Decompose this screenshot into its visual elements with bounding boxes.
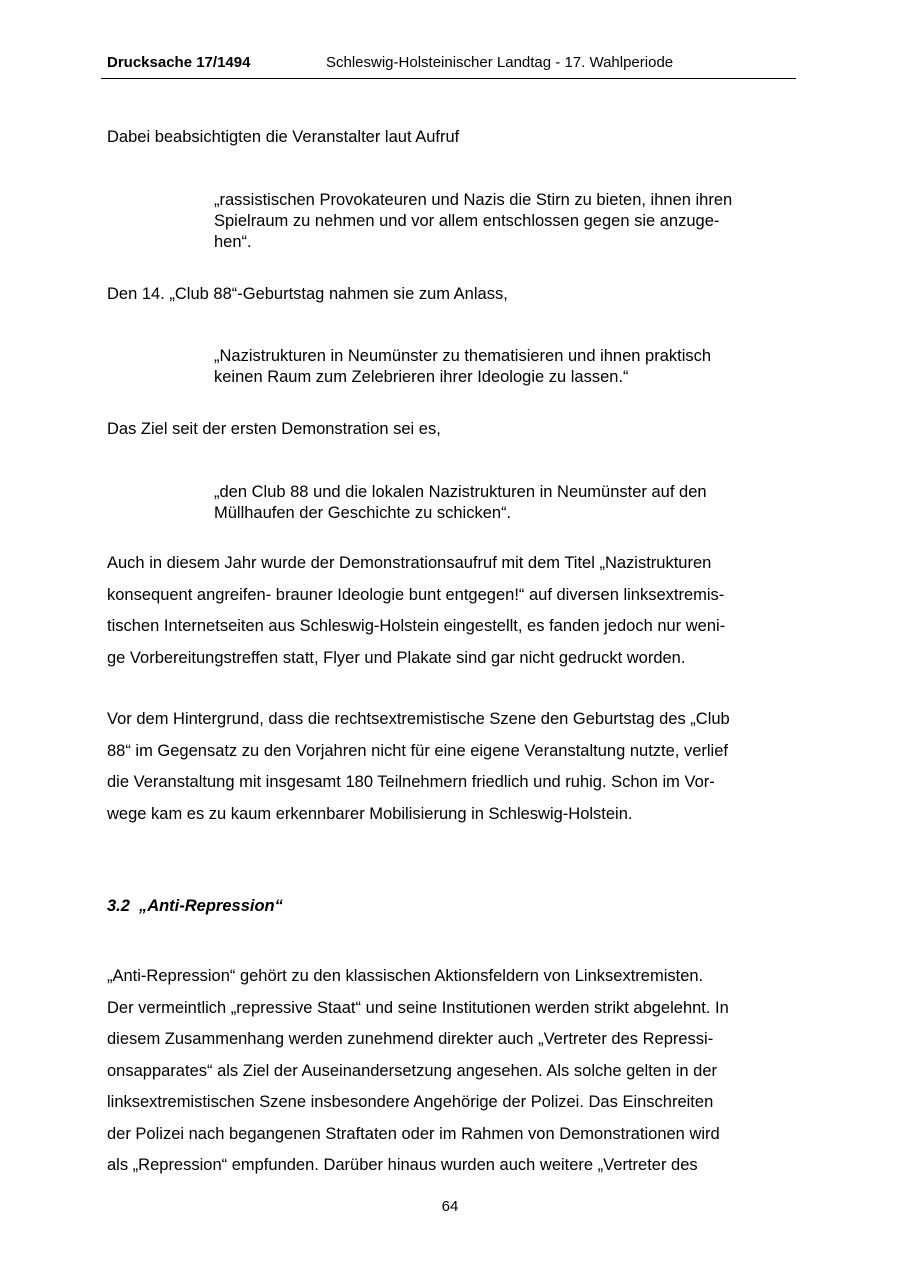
section-title: „Anti-Repression“: [138, 897, 283, 915]
quote-2-line: keinen Raum zum Zelebrieren ihrer Ideologie zu lassen.“: [214, 368, 629, 386]
intro-paragraph-3: Das Ziel seit der ersten Demonstration sei es,: [107, 420, 441, 438]
section-number: 3.2: [107, 897, 130, 915]
body-line: „Anti-Repression“ gehört zu den klassischen Aktionsfeldern von Linksextremisten.: [107, 967, 704, 985]
body-line: tischen Internetseiten aus Schleswig-Holstein eingestellt, es fanden jedoch nur weni-: [107, 617, 726, 635]
quote-1: [214, 190, 789, 253]
page-header: [101, 52, 796, 79]
quote-1-line: hen“.: [214, 233, 252, 251]
body-paragraph-1: [107, 548, 802, 674]
body-line: der Polizei nach begangenen Straftaten oder im Rahmen von Demonstrationen wird: [107, 1124, 720, 1143]
body-paragraph-3: [107, 961, 802, 1182]
body-line: linksextremistischen Szene insbesondere Angehörige der Polizei. Das Einschreiten: [107, 1093, 714, 1111]
intro-paragraph-1: Dabei beabsichtigten die Veranstalter laut Aufruf: [107, 128, 460, 146]
quote-3: [214, 482, 789, 524]
quote-1-line: Spielraum zu nehmen und vor allem entschlossen gegen sie anzuge-: [214, 212, 720, 230]
body-line: als „Repression“ empfunden. Darüber hinaus wurden auch weitere „Vertreter des: [107, 1156, 698, 1174]
body-line: die Veranstaltung mit insgesamt 180 Teilnehmern friedlich und ruhig. Schon im Vor-: [107, 773, 715, 791]
page-number: 64: [441, 1198, 459, 1215]
quote-2-line: „Nazistrukturen in Neumünster zu thematisieren und ihnen praktisch: [214, 347, 712, 365]
quote-3-line: Müllhaufen der Geschichte zu schicken“.: [214, 504, 512, 522]
body-line: 88“ im Gegensatz zu den Vorjahren nicht für eine eigene Veranstaltung nutzte, verlief: [107, 741, 728, 760]
quote-3-line: „den Club 88 und die lokalen Nazistrukturen in Neumünster auf den: [214, 483, 707, 501]
section-heading: [107, 897, 283, 916]
body-line: Auch in diesem Jahr wurde der Demonstrationsaufruf mit dem Titel „Nazistrukturen: [107, 554, 712, 572]
body-line: onsapparates“ als Ziel der Auseinandersetzung angesehen. Als solche gelten in der: [107, 1061, 717, 1080]
body-line: Vor dem Hintergrund, dass die rechtsextremistische Szene den Geburtstag des „Club: [107, 710, 730, 728]
body-paragraph-2: [107, 704, 802, 830]
body-line: Der vermeintlich „repressive Staat“ und seine Institutionen werden strikt abgelehnt. In: [107, 998, 729, 1017]
parliament-title: Schleswig-Holsteinischer Landtag - 17. Wahlperiode: [326, 54, 674, 71]
quote-2: [214, 346, 789, 388]
body-line: ge Vorbereitungstreffen statt, Flyer und Plakate sind gar nicht gedruckt worden.: [107, 648, 686, 667]
body-line: diesem Zusammenhang werden zunehmend direkter auch „Vertreter des Repressi-: [107, 1030, 714, 1048]
intro-paragraph-2: Den 14. „Club 88“-Geburtstag nahmen sie zum Anlass,: [107, 285, 508, 303]
body-line: konsequent angreifen- brauner Ideologie bunt entgegen!“ auf diversen linksextremis-: [107, 585, 725, 604]
document-number: Drucksache 17/1494: [107, 54, 251, 71]
quote-1-line: „rassistischen Provokateuren und Nazis die Stirn zu bieten, ihnen ihren: [214, 191, 733, 209]
body-line: wege kam es zu kaum erkennbarer Mobilisierung in Schleswig-Holstein.: [107, 804, 633, 823]
